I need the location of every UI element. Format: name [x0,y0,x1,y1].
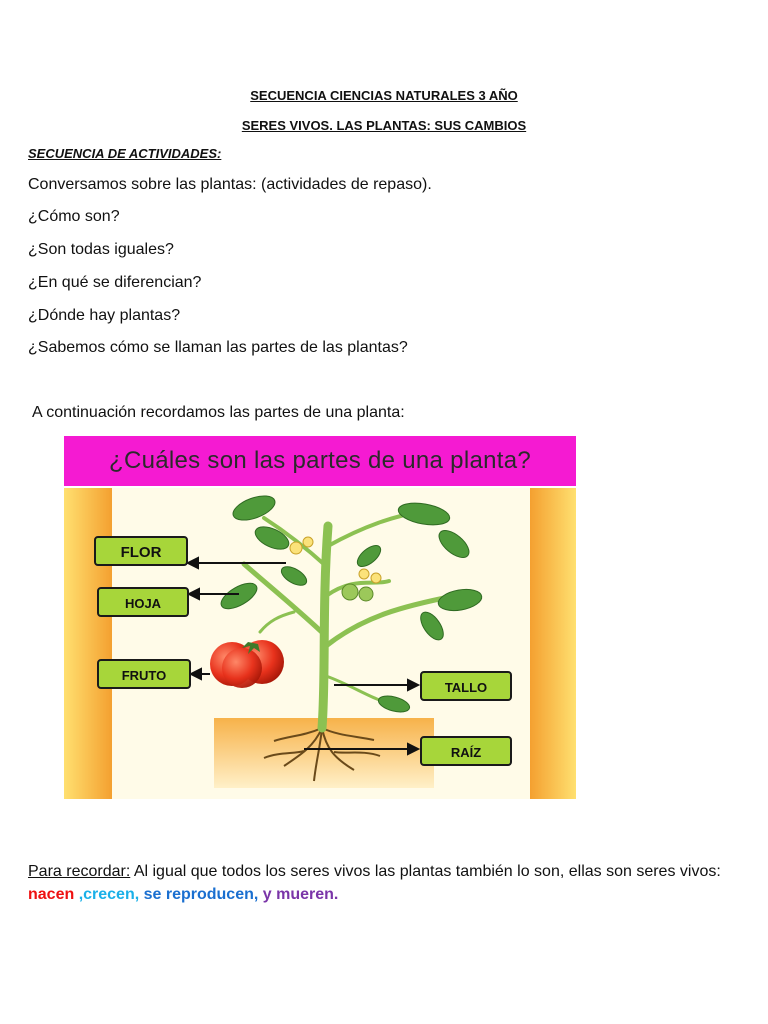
question-line: ¿Cómo son? [28,208,120,225]
word-crecen: ,crecen, [78,886,140,903]
remember-paragraph [28,860,748,906]
word-reproducen: se reproducen, [139,886,259,903]
document-subtitle: SERES VIVOS. LAS PLANTAS: SUS CAMBIOS [241,118,527,133]
label-hoja: HOJA [97,587,189,617]
tomatoes [210,640,284,688]
word-mueren: y mueren. [258,886,339,903]
activity-line: Conversamos sobre las plantas: (actividades de repaso). [28,176,432,193]
question-line: ¿Son todas iguales? [28,241,174,258]
document-title: SECUENCIA CIENCIAS NATURALES 3 AÑO [250,88,518,103]
question-line: ¿Sabemos cómo se llaman las partes de las plantas? [28,339,408,356]
remember-text: Al igual que todos los seres vivos las plantas también lo son, ellas son seres vivos: [130,863,721,880]
intro-text: A continuación recordamos las partes de una planta: [32,404,405,421]
activities-heading: SECUENCIA DE ACTIVIDADES: [28,146,222,161]
question-line: ¿En qué se diferencian? [28,274,202,291]
label-fruto: FRUTO [97,659,191,689]
word-nacen: nacen [28,886,79,903]
left-panel [64,488,112,799]
label-tallo: TALLO [420,671,512,701]
label-flor: FLOR [94,536,188,566]
right-panel [530,488,576,799]
remember-label: Para recordar: [28,863,131,880]
figure-title: ¿Cuáles son las partes de una planta? [108,447,532,474]
label-raiz: RAÍZ [420,736,512,766]
plant-parts-figure [64,436,576,799]
question-line: ¿Dónde hay plantas? [28,307,181,324]
